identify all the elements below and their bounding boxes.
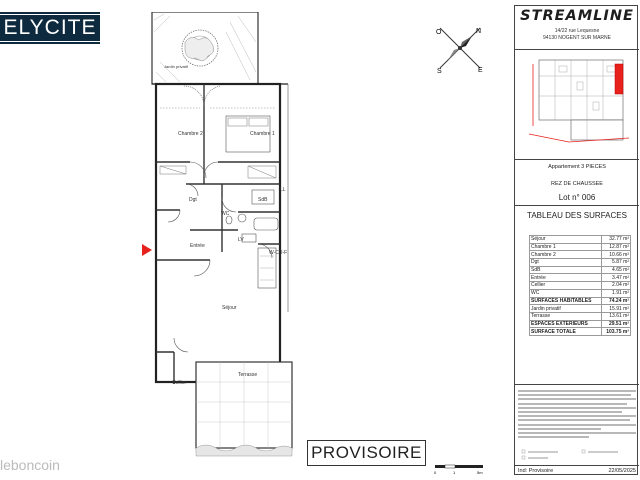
surface-row (530, 320, 631, 328)
surface-room-name: Jardin privatif (530, 305, 602, 313)
project-brand: STREAMLINE (520, 8, 634, 24)
surface-room-name: Dgt (530, 259, 602, 267)
scale-start: 0 (434, 470, 437, 475)
surface-row (530, 236, 631, 244)
room-label-garden: Jardin privatif (164, 64, 188, 69)
surface-area-value: 3.47 m² (601, 274, 630, 282)
room-label-chambre2: Chambre 2 (178, 131, 203, 137)
surface-row (530, 312, 631, 320)
brand-logo (0, 12, 100, 44)
surface-area-value: 29.51 m² (601, 320, 630, 328)
lot-number: Lot n° 006 (558, 193, 596, 202)
surface-row (530, 328, 631, 336)
surface-row (530, 274, 631, 282)
legal-disclaimer (518, 390, 636, 440)
surface-room-name: Chambre 2 (530, 251, 602, 259)
garden-area (152, 12, 258, 84)
scale-end: 5m (477, 470, 483, 475)
surface-area-value: 13.61 m² (601, 312, 630, 320)
surface-row (530, 266, 631, 274)
surface-room-name: Chambre 1 (530, 243, 602, 251)
divider (515, 159, 639, 160)
provisional-stamp: PROVISOIRE (307, 440, 426, 466)
surface-room-name: Entrée (530, 274, 602, 282)
surface-area-value: 2.04 m² (601, 282, 630, 290)
surface-area-value: 12.87 m² (601, 243, 630, 251)
surface-row (530, 243, 631, 251)
room-label-wc: WC (221, 211, 230, 217)
surface-row (530, 251, 631, 259)
room-label-terrasse: Terrasse (238, 372, 258, 378)
scale-mid: 1 (453, 470, 456, 475)
surface-table-title: TABLEAU DES SURFACES (527, 211, 627, 220)
surface-room-name: ESPACES EXTERIEURS (530, 320, 602, 328)
surface-room-name: SURFACE TOTALE (530, 328, 602, 336)
surface-area-value: 103.75 m² (601, 328, 630, 336)
surface-row (530, 297, 631, 305)
surface-area-value: 4.65 m² (601, 266, 630, 274)
surface-area-value: 10.66 m² (601, 251, 630, 259)
address-line-2: 94130 NOGENT SUR MARNE (543, 35, 611, 41)
surface-room-name: Terrasse (530, 312, 602, 320)
surface-table (529, 235, 631, 336)
room-label-chambre1: Chambre 1 (250, 131, 275, 137)
room-label-lv: LV (238, 237, 244, 243)
leboncoin-watermark: leboncoin (0, 457, 60, 473)
revision-date: 22/05/2025 (608, 468, 636, 474)
address-line-1: 14/22 rue Lequesne (554, 28, 600, 34)
level: REZ DE CHAUSSEE (551, 181, 603, 187)
surface-room-name: Cellier (530, 282, 602, 290)
compass-s: S (437, 68, 442, 75)
panel-footer (515, 465, 639, 476)
room-label-ll: LL (280, 187, 286, 193)
location-plan (519, 56, 635, 156)
room-label-entree: Entrée (190, 243, 205, 249)
surface-room-name: WC (530, 289, 602, 297)
surface-room-name: SdB (530, 266, 602, 274)
surface-row (530, 305, 631, 313)
apartment-type: Appartement 3 PIECES (548, 164, 606, 170)
surface-row (530, 259, 631, 267)
surface-area-value: 15.91 m² (601, 305, 630, 313)
room-label-sejour: Séjour (222, 305, 237, 311)
compass-e: E (478, 67, 483, 74)
divider (515, 49, 639, 50)
surface-room-name: SURFACES HABITABLES (530, 297, 602, 305)
surface-area-value: 1.91 m² (601, 289, 630, 297)
revision-label: Ind: Provisoire (518, 468, 554, 474)
divider (515, 205, 639, 206)
divider (515, 384, 639, 385)
surface-area-value: 32.77 m² (601, 236, 630, 244)
compass-o: O (436, 29, 442, 36)
compass-n: N (476, 28, 482, 35)
info-panel (514, 5, 638, 475)
room-label-sdb: SdB (258, 197, 268, 203)
surface-room-name: Séjour (530, 236, 602, 244)
scale-bar (433, 463, 488, 475)
room-label-dgt: Dgt (189, 197, 197, 203)
room-label-cuisine: W-CU-F (269, 250, 288, 256)
surface-row (530, 289, 631, 297)
surface-area-value: 5.87 m² (601, 259, 630, 267)
compass-icon (432, 20, 488, 76)
entry-arrow-icon (142, 244, 152, 256)
surface-row (530, 282, 631, 290)
surface-area-value: 74.24 m² (601, 297, 630, 305)
floor-plan (130, 12, 305, 472)
room-label-cellier: Cellier (172, 380, 187, 386)
approval-marks (518, 446, 636, 464)
logo-text: ELYCITE (0, 14, 102, 42)
